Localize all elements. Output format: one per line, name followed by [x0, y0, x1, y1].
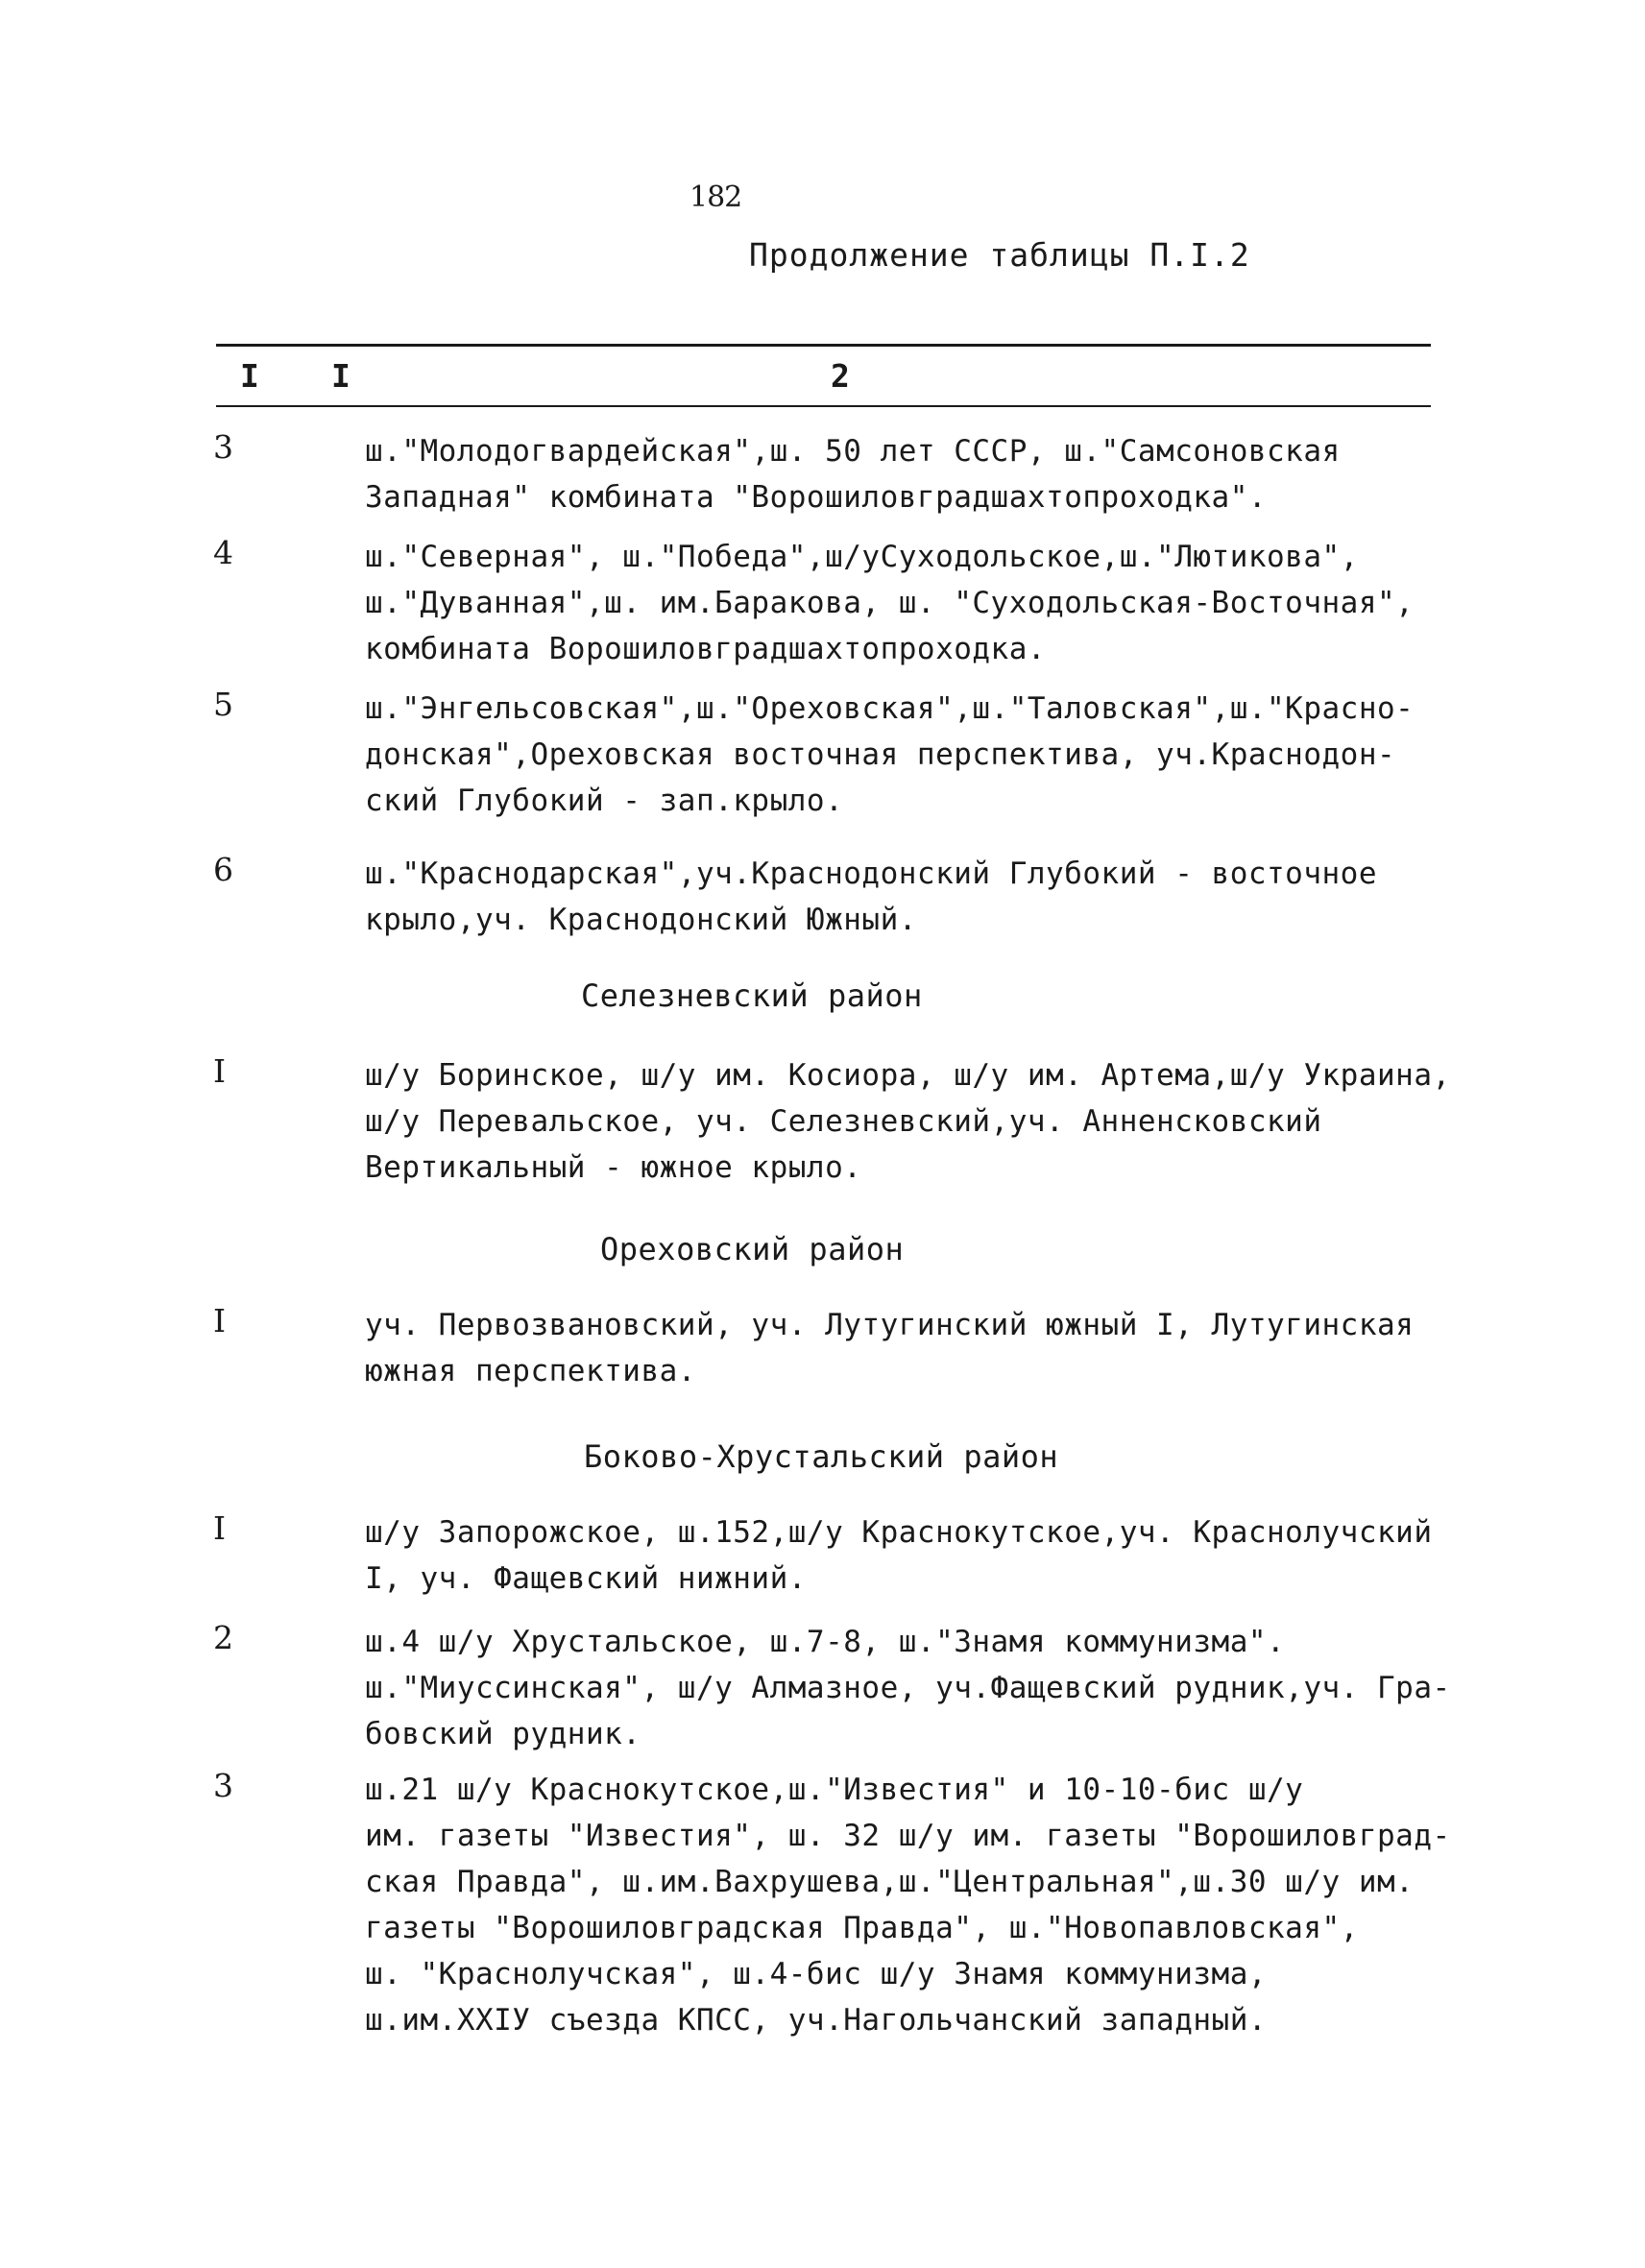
- row-line: ш/у Перевальское, уч. Селезневский,уч. Анненсковский: [365, 1104, 1322, 1139]
- row-number: 6: [213, 851, 233, 888]
- row-line: крыло,уч. Краснодонский Южный.: [365, 903, 917, 937]
- row-line: ш/у Боринское, ш/у им. Косиора, ш/у им. Артема,ш/у Украина,: [365, 1058, 1451, 1093]
- row-line: уч. Первозвановский, уч. Лутугинский южный I, Лутугинская: [365, 1308, 1415, 1342]
- row-text: [365, 428, 1460, 520]
- row-number: 2: [213, 1619, 233, 1656]
- row-line: ш.21 ш/у Краснокутское,ш."Известия" и 10-10-бис ш/у: [365, 1773, 1304, 1807]
- row-text: [365, 534, 1460, 672]
- row-line: ш.им.XXIУ съезда КПСС, уч.Нагольчанский западный.: [365, 2003, 1268, 2038]
- row-line: Вертикальный - южное крыло.: [365, 1150, 862, 1185]
- row-text: [365, 1767, 1460, 2043]
- row-text: [365, 1302, 1460, 1394]
- row-line: ш.4 ш/у Хрустальское, ш.7-8, ш."Знамя коммунизма".: [365, 1625, 1286, 1659]
- row-line: ш."Северная", ш."Победа",ш/уСуходольское,ш."Лютикова",: [365, 540, 1359, 574]
- section-title: Селезневский район: [581, 977, 923, 1014]
- row-line: I, уч. Фащевский нижний.: [365, 1561, 807, 1596]
- row-line: ш."Дуванная",ш. им.Баракова, ш. "Суходольская-Восточная",: [365, 586, 1415, 620]
- table-header-col3: 2: [831, 357, 850, 395]
- row-number: 4: [213, 534, 233, 571]
- row-line: ш."Миуссинская", ш/у Алмазное, уч.Фащевский рудник,уч. Гра-: [365, 1671, 1451, 1705]
- row-line: им. газеты "Известия", ш. 32 ш/у им. газеты "Ворошиловград-: [365, 1819, 1451, 1853]
- section-title: Ореховский район: [600, 1231, 905, 1267]
- table-header-col1: I: [240, 357, 259, 395]
- row-line: Западная" комбината "Ворошиловградшахтопроходка".: [365, 480, 1268, 515]
- row-text: [365, 1619, 1460, 1757]
- table-header-rule: [216, 405, 1431, 407]
- row-line: ш/у Запорожское, ш.152,ш/у Краснокутское,уч. Краснолучский: [365, 1515, 1433, 1550]
- row-number: 5: [213, 686, 233, 723]
- row-line: ш. "Краснолучская", ш.4-бис ш/у Знамя коммунизма,: [365, 1957, 1268, 1991]
- row-line: ш."Энгельсовская",ш."Ореховская",ш."Таловская",ш."Красно-: [365, 691, 1415, 726]
- row-line: ш."Краснодарская",уч.Краснодонский Глубокий - восточное: [365, 857, 1377, 891]
- row-line: комбината Ворошиловградшахтопроходка.: [365, 632, 1047, 666]
- row-line: газеты "Ворошиловградская Правда", ш."Новопавловская",: [365, 1911, 1359, 1945]
- table-header-col2: I: [331, 357, 351, 395]
- row-number: I: [213, 1052, 227, 1090]
- row-text: [365, 1509, 1460, 1602]
- page-number: 182: [689, 181, 742, 214]
- section-title: Боково-Хрустальский район: [584, 1438, 1059, 1475]
- row-line: бовский рудник.: [365, 1717, 641, 1751]
- row-number: 3: [213, 1767, 233, 1804]
- table-top-rule: [216, 344, 1431, 347]
- row-text: [365, 1052, 1460, 1191]
- row-line: ский Глубокий - зап.крыло.: [365, 784, 844, 818]
- row-number: I: [213, 1509, 227, 1547]
- row-line: ш."Молодогвардейская",ш. 50 лет СССР, ш."Самсоновская: [365, 434, 1341, 469]
- row-line: донская",Ореховская восточная перспектива, уч.Краснодон-: [365, 737, 1396, 772]
- row-number: 3: [213, 428, 233, 466]
- row-line: ская Правда", ш.им.Вахрушева,ш."Центральная",ш.30 ш/у им.: [365, 1865, 1415, 1899]
- row-text: [365, 851, 1460, 943]
- row-line: южная перспектива.: [365, 1354, 696, 1388]
- row-text: [365, 686, 1460, 824]
- table-continuation-title: Продолжение таблицы П.I.2: [749, 236, 1250, 274]
- row-number: I: [213, 1302, 227, 1339]
